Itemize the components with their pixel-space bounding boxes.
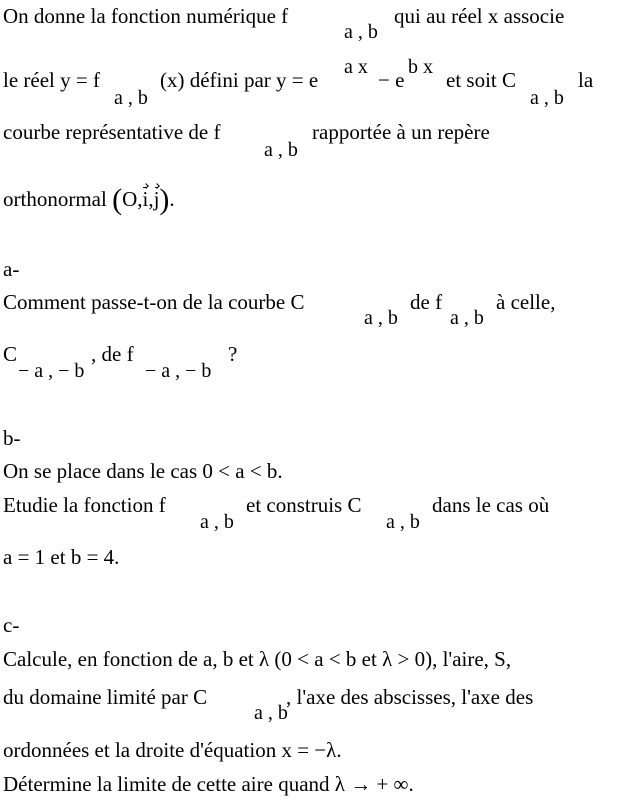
intro-line-1 xyxy=(3,6,288,27)
text: , de f xyxy=(91,342,134,366)
question-b-label: b- xyxy=(3,426,21,450)
text: orthonormal xyxy=(3,187,107,211)
text: à celle, xyxy=(496,290,556,314)
text: On donne la fonction numérique f xyxy=(3,4,289,28)
text: la xyxy=(578,68,594,92)
subscript: a , b xyxy=(344,21,378,43)
subscript: − a , − b xyxy=(145,360,212,382)
text: Etudie la fonction f xyxy=(3,493,166,517)
vector-i: i xyxy=(142,187,149,211)
question-a-label: a- xyxy=(3,257,20,281)
subscript: a , b xyxy=(364,307,398,329)
text: du domaine limité par C xyxy=(3,685,208,709)
text: qui au réel x associe xyxy=(394,4,565,28)
question-c-line-4: Détermine la limite de cette aire quand λ → + ∞. xyxy=(3,772,414,796)
question-c-line-1: Calcule, en fonction de a, b et λ (0 < a < b et λ > 0), l'aire, S, xyxy=(3,647,512,671)
text: et construis C xyxy=(246,493,362,517)
paren-right: ) xyxy=(159,183,170,216)
text: − e xyxy=(378,68,405,92)
text: le réel y = f xyxy=(3,68,100,92)
subscript: a , b xyxy=(386,511,420,533)
subscript: a , b xyxy=(264,139,298,161)
vector-j: j xyxy=(153,187,160,211)
subscript: − a , − b xyxy=(18,360,85,382)
question-a-line-1 xyxy=(3,292,305,313)
question-c-line-3: ordonnées et la droite d'équation x = −λ. xyxy=(3,738,342,762)
question-c-line-2 xyxy=(3,687,207,708)
subscript: a , b xyxy=(530,87,564,109)
text: et soit C xyxy=(446,68,517,92)
text: C xyxy=(3,342,18,366)
superscript: a x xyxy=(344,56,368,78)
intro-line-2 xyxy=(3,70,100,91)
text: rapportée à un repère xyxy=(312,120,490,144)
superscript: b x xyxy=(408,56,433,78)
question-c-label: c- xyxy=(3,613,20,637)
text: (x) défini par y = e xyxy=(160,68,319,92)
subscript: a , b xyxy=(200,511,234,533)
subscript: a , b xyxy=(254,702,288,724)
intro-line-3 xyxy=(3,122,220,143)
text: . xyxy=(169,187,175,211)
origin-symbol: O, xyxy=(122,187,143,211)
text: de f xyxy=(410,290,443,314)
intro-line-4 xyxy=(3,182,175,216)
text: courbe représentative de f xyxy=(3,120,221,144)
text: ? xyxy=(228,342,238,366)
question-b-line-1: On se place dans le cas 0 < a < b. xyxy=(3,459,283,483)
text: dans le cas où xyxy=(432,493,550,517)
subscript: a , b xyxy=(114,87,148,109)
question-a-line-2 xyxy=(3,344,17,365)
text: , l'axe des abscisses, l'axe des xyxy=(286,685,534,709)
text: Comment passe-t-on de la courbe C xyxy=(3,290,305,314)
text: , xyxy=(148,187,154,211)
question-b-line-2 xyxy=(3,495,166,516)
question-b-line-3: a = 1 et b = 4. xyxy=(3,545,120,569)
paren-left: ( xyxy=(112,183,123,216)
subscript: a , b xyxy=(450,307,484,329)
